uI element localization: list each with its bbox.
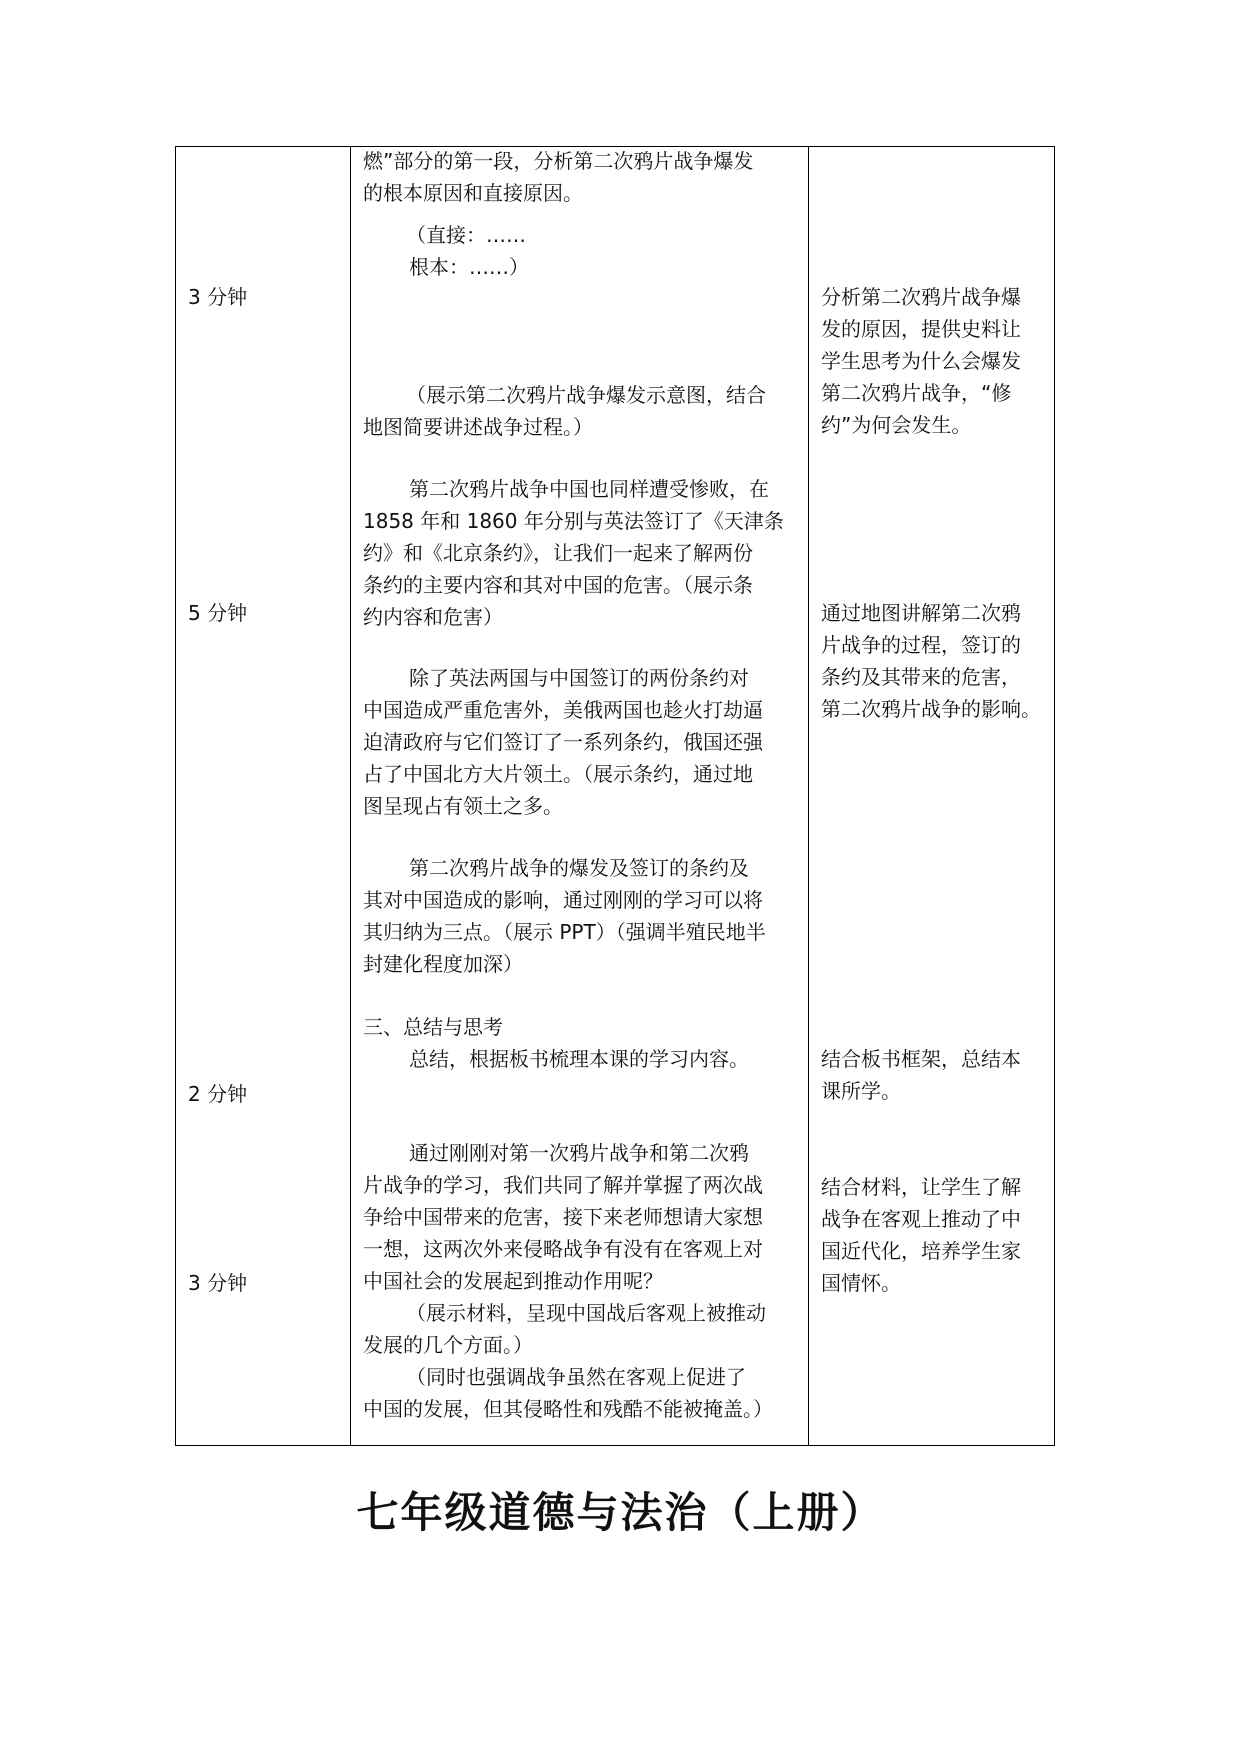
content-line: （展示材料，呈现中国战后客观上被推动 — [406, 1301, 766, 1325]
content-line: 除了英法两国与中国签订的两份条约对 — [409, 666, 749, 690]
content-line: 条约的主要内容和其对中国的危害。（展示条 — [363, 573, 753, 597]
intent-line: 第二次鸦片战争，“修 — [821, 381, 1012, 405]
intent-line: 学生思考为什么会爆发 — [821, 349, 1021, 373]
intent-line: 战争在客观上推动了中 — [821, 1207, 1021, 1231]
content-line: 迫清政府与它们签订了一系列条约，俄国还强 — [363, 730, 763, 754]
intent-line: 分析第二次鸦片战争爆 — [821, 285, 1021, 309]
content-line: 其归纳为三点。（展示 PPT）（强调半殖民地半 — [363, 920, 766, 944]
content-line: 图呈现占有领土之多。 — [363, 794, 563, 818]
intent-line: 国情怀。 — [821, 1271, 901, 1295]
content-line: 第二次鸦片战争中国也同样遭受惨败，在 — [409, 477, 769, 501]
section-title: 七年级道德与法治（上册） — [356, 1488, 885, 1537]
content-line: 地图简要讲述战争过程。） — [363, 415, 593, 439]
intent-line: 约”为何会发生。 — [821, 413, 972, 437]
content-line: 其对中国造成的影响，通过刚刚的学习可以将 — [363, 888, 763, 912]
lesson-plan-table — [175, 146, 1055, 1446]
intent-line: 结合材料，让学生了解 — [821, 1175, 1021, 1199]
content-line: 第二次鸦片战争的爆发及签订的条约及 — [409, 856, 749, 880]
intent-line: 课所学。 — [821, 1079, 901, 1103]
time-cell: 3 分钟 — [188, 1271, 248, 1295]
intent-line: 条约及其带来的危害， — [821, 665, 1021, 689]
content-line: 封建化程度加深） — [363, 952, 523, 976]
content-line: 中国的发展，但其侵略性和残酷不能被掩盖。） — [363, 1397, 773, 1421]
content-line: 占了中国北方大片领土。（展示条约，通过地 — [363, 762, 753, 786]
content-line: 总结，根据板书梳理本课的学习内容。 — [409, 1047, 749, 1071]
content-line: 的根本原因和直接原因。 — [363, 181, 583, 205]
content-line: 燃”部分的第一段，分析第二次鸦片战争爆发 — [363, 149, 754, 173]
content-line: 一想，这两次外来侵略战争有没有在客观上对 — [363, 1237, 763, 1261]
intent-line: 发的原因，提供史料让 — [821, 317, 1021, 341]
intent-line: 通过地图讲解第二次鸦 — [821, 601, 1021, 625]
intent-line: 第二次鸦片战争的影响。 — [821, 697, 1041, 721]
content-line: 中国社会的发展起到推动作用呢？ — [363, 1269, 663, 1293]
content-line: 发展的几个方面。） — [363, 1333, 533, 1357]
content-line: 中国造成严重危害外，美俄两国也趁火打劫逼 — [363, 698, 763, 722]
content-line: 通过刚刚对第一次鸦片战争和第二次鸦 — [409, 1141, 749, 1165]
content-line: （展示第二次鸦片战争爆发示意图，结合 — [406, 383, 766, 407]
intent-line: 国近代化，培养学生家 — [821, 1239, 1021, 1263]
intent-line: 片战争的过程，签订的 — [821, 633, 1021, 657]
content-line: 争给中国带来的危害，接下来老师想请大家想 — [363, 1205, 763, 1229]
content-line: 根本：……） — [409, 255, 529, 279]
time-cell: 5 分钟 — [188, 601, 248, 625]
column-divider — [808, 147, 809, 1445]
time-cell: 3 分钟 — [188, 285, 248, 309]
column-divider — [350, 147, 351, 1445]
intent-line: 结合板书框架，总结本 — [821, 1047, 1021, 1071]
content-line: 1858 年和 1860 年分别与英法签订了《天津条 — [363, 509, 784, 533]
content-line: 三、总结与思考 — [363, 1015, 503, 1039]
content-line: 片战争的学习，我们共同了解并掌握了两次战 — [363, 1173, 763, 1197]
content-line: （同时也强调战争虽然在客观上促进了 — [406, 1365, 746, 1389]
content-line: 约》和《北京条约》，让我们一起来了解两份 — [363, 541, 753, 565]
time-cell: 2 分钟 — [188, 1082, 248, 1106]
content-line: （直接：…… — [406, 223, 526, 247]
content-line: 约内容和危害） — [363, 605, 503, 629]
